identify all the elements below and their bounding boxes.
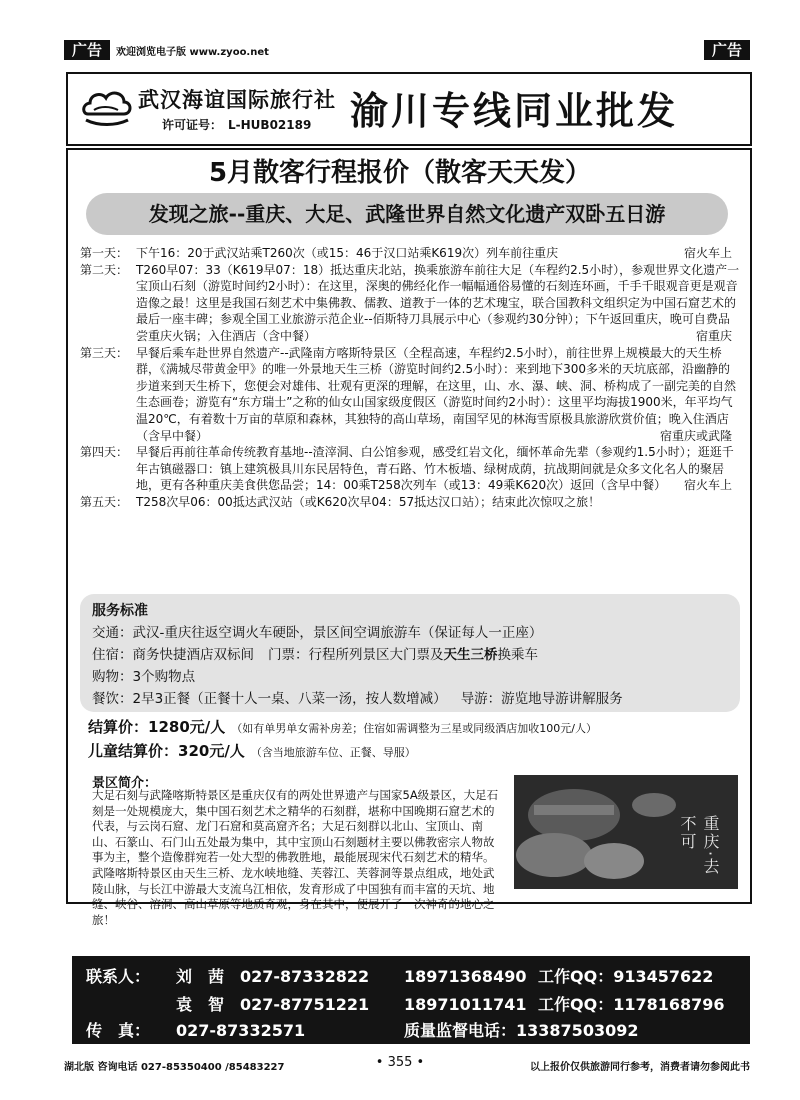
service-shopping: 购物：3个购物点	[92, 669, 196, 685]
child-price-label: 儿童结算价：	[88, 742, 179, 760]
footer-disclaimer: 以上报价仅供旅游同行参考，消费者请勿参阅此书	[530, 1062, 750, 1073]
service-lodging-tickets	[92, 644, 737, 666]
service-title: 服务标准	[92, 603, 148, 619]
page-number: • 355 •	[375, 1055, 425, 1070]
route-banner: 发现之旅--重庆、大足、武隆世界自然文化遗产双卧五日游	[86, 193, 728, 235]
itinerary-day-5	[80, 494, 740, 511]
service-transport: 交通：武汉-重庆往返空调火车硬卧，景区间空调旅游车（保证每人一正座）	[92, 625, 543, 641]
quality-phone: 13387503092	[516, 1021, 639, 1040]
service-lodging: 住宿：商务快捷酒店双标间	[92, 647, 254, 663]
service-list	[92, 622, 737, 710]
day-stay: 宿火车上	[683, 478, 732, 493]
qq-number-2: 1178168796	[613, 995, 725, 1014]
tickets-prefix: 门票：行程所列景区大门票及	[268, 647, 444, 663]
itinerary-day-1	[80, 245, 740, 262]
day-stay: 宿重庆	[695, 328, 732, 343]
child-price-value: 320元/人	[178, 742, 245, 760]
scenic-title: 景区简介：	[92, 776, 158, 791]
scenic-photo	[514, 775, 738, 889]
contact-row-1	[86, 964, 713, 987]
price-title: 5月散客行程报价（散客天天发）	[208, 158, 592, 188]
adult-price-value: 1280元/人	[148, 718, 226, 736]
day-label: 第三天：	[80, 345, 129, 360]
adult-price-label: 结算价：	[88, 718, 149, 736]
service-guide: 导游：游览地导游讲解服务	[460, 691, 623, 707]
license-value: L-HUB02189	[228, 118, 312, 132]
day-text: 早餐后再前往革命传统教育基地--渣滓洞、白公馆参观，感受红岩文化，缅怀革命先辈（参观约1.5小时）；逛逛千年古镇磁器口：镇上建筑极具川东民居特色，青石路、竹木板墙、绿树成荫，抗战期间就是众多文化名人的聚居地，更有各种重庆美食供您品尝；14：00乘T258次列车（或13：49乘K620次）返回（含早中餐）	[136, 445, 734, 493]
footer-hotline: 湖北版 咨询电话 027-85350400 /85483227	[64, 1062, 285, 1073]
qq-label-1: 工作QQ：	[538, 967, 614, 986]
contact-block	[72, 956, 750, 1044]
ad-tag-right: 广告	[704, 40, 750, 60]
service-meals-guide	[92, 688, 737, 710]
top-bar	[64, 40, 750, 62]
contact-mobile-1: 18971368490	[404, 967, 527, 986]
day-text: 早餐后乘车赴世界自然遗产--武隆南方喀斯特景区（全程高速，车程约2.5小时），前往世界上规模最大的天生桥群，《满城尽带黄金甲》的唯一外景地天生三桥（游览时间约2.5小时）：来到地下300多米的天坑底部，沿幽静的步道来到天生桥下，您便会对雄伟、壮观有更深的理解，在这里，山、水、瀑、峡、洞、桥构成了一副完美的自然生态画卷；游览有“东方瑞士”之称的仙女山国家级度假区（游览时间约2小时）：这里平均海拔1900米，年平均气温20℃，有着数十万亩的草原和森林，其独特的高山草场，南国罕见的林海雪原极具旅游欣赏价值；晚入住酒店（含早中餐）	[136, 345, 737, 443]
header-title: 渝川专线同业批发	[350, 89, 679, 133]
quality-label: 质量监督电话：	[404, 1021, 517, 1040]
contact-label: 联系人：	[86, 967, 151, 986]
service-tickets	[268, 647, 538, 663]
adult-price-note: （如有单男单女需补房差；住宿如需调整为三星或同级酒店加收100元/人）	[231, 722, 597, 735]
contact-name-2: 袁 智	[176, 995, 225, 1014]
license-label: 许可证号：	[162, 118, 223, 132]
contact-row-3	[86, 1018, 638, 1041]
day-text: 下午16：20于武汉站乘T260次（或15：46于汉口站乘K619次）列车前往重庆	[136, 246, 559, 260]
day-stay: 宿火车上	[683, 246, 732, 260]
child-price	[88, 740, 416, 761]
itinerary-day-2	[80, 262, 740, 345]
itinerary-list	[80, 245, 740, 511]
license-number	[162, 116, 311, 133]
day-label: 第四天：	[80, 445, 129, 460]
scenic-text: 大足石刻与武隆喀斯特景区是重庆仅有的两处世界遗产与国家5A级景区，大足石刻是一处规模庞大，集中国石刻艺术之精华的石刻群，堪称中国晚期石窟艺术的代表，与云岗石窟、龙门石窟和莫高窟齐名；大足石刻群以北山、宝顶山、南山、石篆山、石门山五处最为集中，其中宝顶山石刻题材主要以佛教密宗人物故事为主，整个造像群宛若一处大型的佛教胜地，最能展现宋代石刻艺术的精华。武隆喀斯特景区由天生三桥、龙水峡地缝、芙蓉江、芙蓉洞等景点组成，地处武陵山脉，与长江中游最大支流乌江相依，发育形成了中国独有而丰富的天坑、地缝、峡谷、溶洞、高山草原等地质奇观，身在其中，便展开了一次神奇的地心之旅！	[92, 788, 499, 927]
contact-phone-1: 027-87332822	[240, 967, 370, 986]
itinerary-day-4	[80, 444, 740, 494]
cloud-logo-icon	[80, 84, 134, 132]
qq-number-1: 913457622	[613, 967, 714, 986]
service-meals: 餐饮：2早3正餐（正餐十人一桌、八菜一汤，按人数增减）	[92, 691, 447, 707]
itinerary-day-3	[80, 345, 740, 445]
agency-header	[66, 72, 752, 146]
photo-caption: 重庆·去不可	[678, 815, 720, 877]
contact-phone-2: 027-87751221	[240, 995, 370, 1014]
day-text: T260早07：33（K619早07：18）抵达重庆北站，换乘旅游车前往大足（车程约2.5小时），参观世界文化遗产一宝顶山石刻（游览时间约2小时）：在这里，深奥的佛经化作一幅幅通俗易懂的石刻连环画，千手千眼观音更是观音造像之最！这里是我国石刻艺术中集佛教、儒教、道教于一体的艺术瑰宝，联合国教科文组织定为中国石窟艺术的最后一座丰碑；参观全国工业旅游示范企业--佰斯特刀具展示中心（参观约30分钟）；下午返回重庆，晚可自费品尝重庆火锅；入住酒店（含中餐）	[136, 262, 740, 343]
tickets-suffix: 换乘车	[497, 647, 538, 663]
ad-tag-left: 广告	[64, 40, 110, 60]
day-text: T258次早06：00抵达武汉站（或K620次早04：57抵达汉口站）；结束此次惊叹之旅！	[136, 494, 601, 509]
qq-label-2: 工作QQ：	[538, 995, 614, 1014]
day-label: 第一天：	[80, 246, 129, 260]
welcome-text: 欢迎浏览电子版 www.zyoo.net	[116, 47, 269, 58]
tickets-bold: 天生三桥	[443, 647, 498, 663]
contact-mobile-2: 18971011741	[404, 995, 527, 1014]
fax-label: 传 真：	[86, 1021, 151, 1040]
day-label: 第二天：	[80, 262, 129, 277]
contact-name-1: 刘 茜	[176, 967, 225, 986]
day-stay: 宿重庆或武隆	[659, 428, 732, 443]
day-label: 第五天：	[80, 494, 129, 509]
fax-number: 027-87332571	[176, 1021, 306, 1040]
contact-row-2	[86, 992, 725, 1015]
agency-name: 武汉海谊国际旅行社	[138, 88, 336, 112]
adult-price	[88, 716, 597, 737]
child-price-note: （含当地旅游车位、正餐、导服）	[250, 746, 416, 759]
